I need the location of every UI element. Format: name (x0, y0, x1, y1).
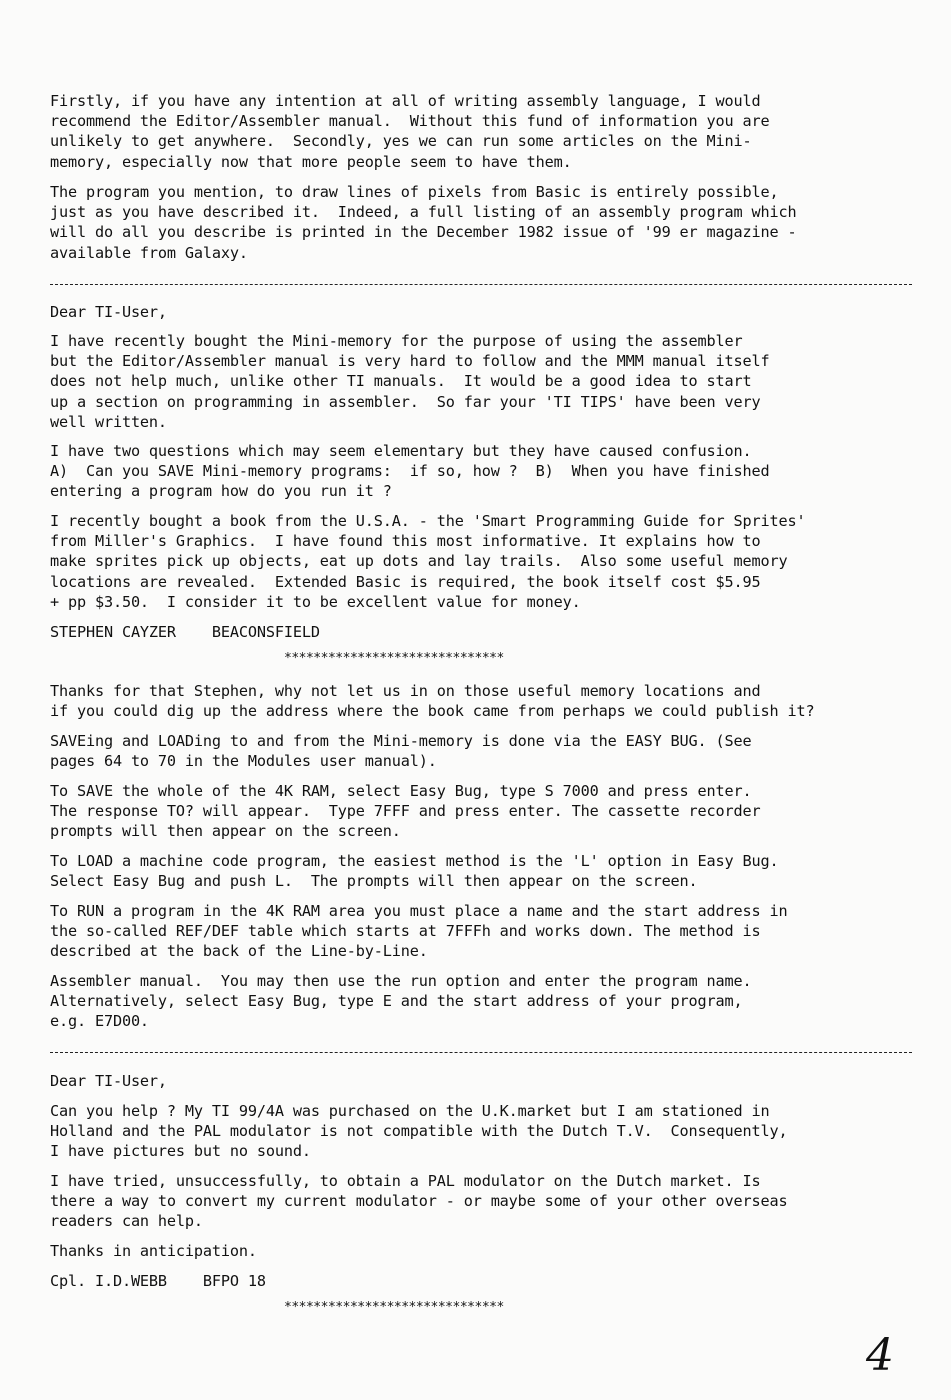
text-line: entering a program how do you run it ? (50, 482, 392, 501)
letter-1-paragraph-1 (50, 331, 770, 432)
text-line: unlikely to get anywhere. Secondly, yes we can run some articles on the Mini- (50, 132, 752, 151)
asterisk-separator: ****************************** (284, 651, 504, 666)
text-line: I have tried, unsuccessfully, to obtain a PAL modulator on the Dutch market. Is (50, 1172, 761, 1190)
text-line: the so-called REF/DEF table which starts at 7FFFh and works down. The method is (50, 922, 761, 941)
signature: Cpl. I.D.WEBB BFPO 18 (50, 1272, 266, 1290)
text-line: To SAVE the whole of the 4K RAM, select Easy Bug, type S 7000 and press enter. (50, 782, 752, 800)
text-line: described at the back of the Line-by-Line. (50, 942, 428, 961)
letter-2-signature (50, 1271, 266, 1291)
reply-1-paragraph-4 (50, 851, 779, 891)
text-line: SAVEing and LOADing to and from the Mini-memory is done via the EASY BUG. (See (50, 732, 752, 750)
text-line: + pp $3.50. I consider it to be excellent value for money. (50, 592, 581, 611)
page-number: 4 (866, 1330, 894, 1381)
text-line: I have pictures but no sound. (50, 1142, 311, 1161)
text-line: Select Easy Bug and push L. The prompts will then appear on the screen. (50, 872, 698, 891)
reply-1-paragraph-6 (50, 971, 752, 1032)
closing-line: Thanks in anticipation. (50, 1242, 257, 1260)
letter-2-paragraph-1 (50, 1101, 787, 1162)
text-line: I recently bought a book from the U.S.A. - the 'Smart Programming Guide for Sprites' (50, 512, 806, 530)
text-line: prompts will then appear on the screen. (50, 822, 401, 841)
letter-1-paragraph-3 (50, 511, 805, 612)
text-line: but the Editor/Assembler manual is very hard to follow and the MMM manual itself (50, 352, 770, 371)
text-line: To RUN a program in the 4K RAM area you must place a name and the start address in (50, 902, 788, 920)
text-line: locations are revealed. Extended Basic is required, the book itself cost $5.95 (50, 572, 761, 591)
text-line: I have recently bought the Mini-memory for the purpose of using the assembler (50, 332, 743, 350)
text-line: available from Galaxy. (50, 243, 248, 262)
text-line: well written. (50, 412, 167, 431)
signature: STEPHEN CAYZER BEACONSFIELD (50, 623, 320, 641)
text-line: Assembler manual. You may then use the run option and enter the program name. (50, 972, 752, 990)
reply-1-paragraph-5 (50, 901, 787, 962)
text-line: will do all you describe is printed in the December 1982 issue of '99 er magazine - (50, 223, 797, 242)
text-line: does not help much, unlike other TI manuals. It would be a good idea to start (50, 372, 752, 391)
text-line: make sprites pick up objects, eat up dots and lay trails. Also some useful memory (50, 552, 788, 571)
text-line: up a section on programming in assembler. So far your 'TI TIPS' have been very (50, 392, 761, 411)
text-line: if you could dig up the address where the book came from perhaps we could publish it? (50, 702, 815, 721)
text-line: I have two questions which may seem elementary but they have caused confusion. (50, 442, 752, 460)
text-line: Alternatively, select Easy Bug, type E and the start address of your program, (50, 992, 743, 1011)
text-line: just as you have described it. Indeed, a full listing of an assembly program which (50, 203, 797, 222)
letter-1-salutation (50, 302, 167, 322)
salutation: Dear TI-User, (50, 1072, 167, 1090)
letter-1-paragraph-2 (50, 441, 770, 502)
text-line: Holland and the PAL modulator is not compatible with the Dutch T.V. Consequently, (50, 1122, 788, 1141)
letter-1-signature (50, 622, 320, 642)
text-line: Can you help ? My TI 99/4A was purchased on the U.K.market but I am stationed in (50, 1102, 770, 1120)
text-line: readers can help. (50, 1212, 203, 1231)
salutation: Dear TI-User, (50, 303, 167, 321)
letter-2-salutation (50, 1071, 167, 1091)
text-line: The program you mention, to draw lines of pixels from Basic is entirely possible, (50, 183, 779, 201)
intro-reply-paragraph-1 (50, 91, 770, 172)
text-line: recommend the Editor/Assembler manual. Without this fund of information you are (50, 112, 770, 131)
text-line: pages 64 to 70 in the Modules user manual). (50, 752, 437, 771)
text-line: To LOAD a machine code program, the easiest method is the 'L' option in Easy Bug. (50, 852, 779, 870)
text-line: Thanks for that Stephen, why not let us in on those useful memory locations and (50, 682, 761, 700)
reply-1-paragraph-1 (50, 681, 814, 721)
reply-1-paragraph-3 (50, 781, 761, 842)
letter-2-closing (50, 1241, 257, 1261)
text-line: memory, especially now that more people seem to have them. (50, 152, 572, 171)
section-divider (50, 1052, 912, 1053)
text-line: e.g. E7D00. (50, 1012, 149, 1031)
text-line: A) Can you SAVE Mini-memory programs: if so, how ? B) When you have finished (50, 462, 770, 481)
text-line: from Miller's Graphics. I have found this most informative. It explains how to (50, 532, 761, 551)
intro-reply-paragraph-2 (50, 182, 796, 263)
text-line: there a way to convert my current modulator - or maybe some of your other overseas (50, 1192, 788, 1211)
asterisk-separator: ****************************** (284, 1300, 504, 1315)
section-divider (50, 284, 912, 285)
text-line: Firstly, if you have any intention at all of writing assembly language, I would (50, 92, 761, 110)
text-line: The response TO? will appear. Type 7FFF and press enter. The cassette recorder (50, 802, 761, 821)
letter-2-paragraph-2 (50, 1171, 787, 1232)
reply-1-paragraph-2 (50, 731, 752, 771)
